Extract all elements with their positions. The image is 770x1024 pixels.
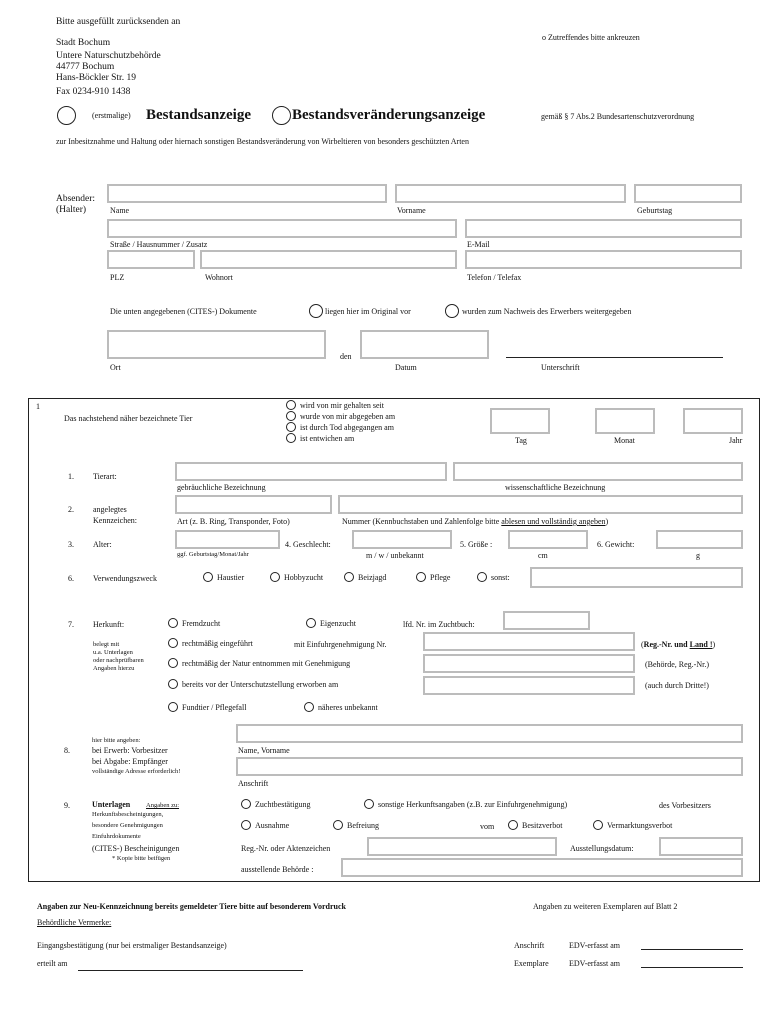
purpose-hobby[interactable]: Hobbyzucht — [270, 572, 323, 582]
age-field[interactable] — [175, 530, 280, 549]
year-field[interactable] — [683, 408, 743, 434]
common-name-label: gebräuchliche Bezeichnung — [177, 483, 266, 492]
acquisition-label: bei Erwerb: Vorbesitzer — [92, 746, 168, 755]
previous-owner-note: des Vorbesitzers — [659, 801, 711, 810]
size-unit: cm — [538, 551, 548, 560]
doc-exception-radio[interactable] — [241, 820, 251, 830]
import-permit-label: mit Einfuhrgenehmigung Nr. — [294, 640, 387, 649]
doc-exception[interactable]: Ausnahme — [241, 820, 289, 830]
row-7-number: 7. — [68, 620, 74, 629]
marking-type-field[interactable] — [175, 495, 332, 514]
docs-original-radio[interactable] — [309, 304, 323, 318]
size-field[interactable] — [508, 530, 588, 549]
docs-option-2: wurden zum Nachweis des Erwerbers weitergegeben — [462, 307, 632, 316]
new-marking-note: Angaben zur Neu-Kennzeichnung bereits gemeldeter Tiere bitte auf besonderem Vordruck — [37, 902, 346, 911]
form-subtitle: zur Inbesitznahme und Haltung oder hiernach sonstigen Bestandsveränderung von Wirbeltieren von besonders geschützten Arten — [56, 137, 469, 146]
purpose-other[interactable]: sonst: — [477, 572, 510, 582]
name-field[interactable] — [107, 184, 387, 203]
initial-prefix: (erstmalige) — [92, 111, 131, 120]
cites-label: (CITES-) Bescheinigungen — [92, 844, 180, 853]
before-date-field[interactable] — [423, 676, 635, 695]
marking-label-1: angelegtes — [93, 505, 127, 514]
age-label: Alter: — [93, 540, 112, 549]
fax-number: Fax 0234-910 1438 — [56, 87, 131, 97]
purpose-care[interactable]: Pflege — [416, 572, 450, 582]
documents-label: Unterlagen — [92, 800, 131, 809]
marking-number-close: ) — [605, 517, 609, 526]
birthday-field[interactable] — [634, 184, 742, 203]
status-escaped-radio[interactable] — [286, 433, 296, 443]
origin-nature[interactable]: rechtmäßig der Natur entnommen mit Genehmigung — [168, 658, 350, 668]
phone-field[interactable] — [465, 250, 742, 269]
doc-exemption-radio[interactable] — [333, 820, 343, 830]
purpose-other-radio[interactable] — [477, 572, 487, 582]
doc-other-origin-radio[interactable] — [364, 799, 374, 809]
status-options — [286, 400, 395, 444]
marking-number-emphasis: ablesen und vollständig angeben — [501, 517, 606, 526]
party-address-label: Anschrift — [238, 779, 269, 788]
reg-land-note: (Reg.-Nr. und Land !) — [641, 640, 716, 649]
status-died-radio[interactable] — [286, 422, 296, 432]
marking-label-2: Kennzeichen: — [93, 516, 137, 525]
status-given[interactable]: wurde von mir abgegeben am — [286, 411, 395, 422]
name-label: Name — [110, 206, 130, 215]
signature-label: Unterschrift — [541, 363, 580, 372]
law-reference: gemäß § 7 Abs.2 Bundesartenschutzverordnung — [541, 112, 695, 121]
month-label: Monat — [614, 436, 635, 445]
size-label: 5. Größe : — [460, 540, 493, 549]
studbook-field[interactable] — [503, 611, 590, 630]
documents-notes: Herkunftsbescheinigungen, besondere Genehmigungen Einfuhrdokumente — [92, 811, 164, 840]
purpose-pet[interactable]: Haustier — [203, 572, 244, 582]
status-given-radio[interactable] — [286, 411, 296, 421]
row-3-number: 3. — [68, 540, 74, 549]
address-required-note: vollständige Adresse erforderlich! — [92, 768, 181, 775]
day-field[interactable] — [490, 408, 550, 434]
row-2-number: 2. — [68, 505, 74, 514]
city-label: Wohnort — [205, 273, 233, 282]
origin-found[interactable]: Fundtier / Pflegefall — [168, 702, 246, 712]
marking-number-text: Nummer (Kennbuchstaben und Zahlenfolge bitte — [342, 517, 502, 526]
receipt-label: Eingangsbestätigung (nur bei erstmaliger Bestandsanzeige) — [37, 941, 227, 950]
docs-option-1: liegen hier im Original vor — [325, 307, 411, 316]
row-6-number: 6. — [68, 574, 74, 583]
edv-label-2: EDV-erfasst am — [569, 959, 621, 968]
doc-other-origin[interactable]: sonstige Herkunftsangaben (z.B. zur Einfuhrgenehmigung) — [364, 799, 567, 809]
issued-date-line[interactable] — [78, 970, 303, 971]
row-8-number: 8. — [64, 746, 70, 755]
address-line-2: Untere Naturschutzbehörde — [56, 51, 161, 61]
status-held[interactable]: wird von mir gehalten seit — [286, 400, 395, 411]
place-field[interactable] — [107, 330, 326, 359]
zip-label: PLZ — [110, 273, 125, 282]
day-label: Tag — [515, 436, 527, 445]
section-number: 1 — [36, 402, 40, 411]
edv-line-2[interactable] — [641, 967, 743, 968]
doc-possession-ban-radio[interactable] — [508, 820, 518, 830]
weight-label: 6. Gewicht: — [597, 540, 635, 549]
origin-label: Herkunft: — [93, 620, 125, 629]
weight-unit: g — [696, 551, 700, 560]
footer-address-label: Anschrift — [514, 941, 545, 950]
change-report-radio[interactable] — [272, 106, 291, 125]
origin-unknown[interactable]: näheres unbekannt — [304, 702, 378, 712]
origin-found-radio[interactable] — [168, 702, 178, 712]
origin-own-breed[interactable]: Eigenzucht — [306, 618, 356, 628]
nature-permit-field[interactable] — [423, 654, 635, 673]
status-held-radio[interactable] — [286, 400, 296, 410]
issue-date-field[interactable] — [659, 837, 743, 856]
edv-label-1: EDV-erfasst am — [569, 941, 621, 950]
origin-before[interactable]: bereits vor der Unterschutzstellung erworben am — [168, 679, 338, 689]
purpose-hobby-radio[interactable] — [270, 572, 280, 582]
year-label: Jahr — [729, 436, 743, 445]
month-field[interactable] — [595, 408, 655, 434]
purpose-pet-radio[interactable] — [203, 572, 213, 582]
title-option-1: Bestandsanzeige — [146, 107, 251, 123]
den-label: den — [340, 352, 352, 361]
street-label: Straße / Hausnummer / Zusatz — [110, 240, 208, 249]
scientific-name-label: wissenschaftliche Bezeichnung — [505, 483, 606, 492]
zip-field[interactable] — [107, 250, 195, 269]
sex-label: 4. Geschlecht: — [285, 540, 331, 549]
party-name-field[interactable] — [236, 724, 743, 743]
holder-label: (Halter) — [56, 205, 87, 215]
return-note: Bitte ausgefüllt zurücksenden an — [56, 17, 181, 27]
email-field[interactable] — [465, 219, 742, 238]
documents-text: Die unten angegebenen (CITES-) Dokumente — [110, 307, 257, 316]
status-escaped[interactable]: ist entwichen am — [286, 433, 395, 444]
doc-possession-ban[interactable]: Besitzverbot — [508, 820, 562, 830]
origin-nature-radio[interactable] — [168, 658, 178, 668]
docs-forwarded-radio[interactable] — [445, 304, 459, 318]
official-notes-label: Behördliche Vermerke: — [37, 918, 112, 927]
sex-field[interactable] — [352, 530, 452, 549]
marking-number-field[interactable] — [338, 495, 743, 514]
row-9-number: 9. — [64, 801, 70, 810]
issue-date-label: Ausstellungsdatum: — [570, 844, 634, 853]
reference-label: Reg.-Nr. oder Aktenzeichen — [241, 844, 331, 853]
party-name-label: Name, Vorname — [238, 746, 290, 755]
marking-number-label — [342, 517, 608, 526]
row-1-number: 1. — [68, 472, 74, 481]
check-note: o Zutreffendes bitte ankreuzen — [542, 33, 640, 42]
studbook-label: lfd. Nr. im Zuchtbuch: — [403, 620, 475, 629]
address-line-1: Stadt Bochum — [56, 38, 111, 48]
origin-before-radio[interactable] — [168, 679, 178, 689]
authority-note: (Behörde, Reg.-Nr.) — [645, 660, 709, 669]
common-name-field[interactable] — [175, 462, 447, 481]
place-label: Ort — [110, 363, 121, 372]
scientific-name-field[interactable] — [453, 462, 743, 481]
signature-line[interactable] — [506, 357, 723, 358]
firstname-field[interactable] — [395, 184, 626, 203]
origin-legal-import[interactable]: rechtmäßig eingeführt — [168, 638, 253, 648]
city-field[interactable] — [200, 250, 457, 269]
origin-note: belegt mit u.a. Unterlagen oder nachprüfbaren Angaben hierzu — [93, 641, 144, 672]
date-field[interactable] — [360, 330, 489, 359]
issued-label: erteilt am — [37, 959, 68, 968]
title-option-2: Bestandsveränderungsanzeige — [292, 107, 486, 123]
issuing-authority-label: ausstellende Behörde : — [241, 865, 314, 874]
documents-hint: Angaben zu: — [146, 802, 180, 809]
sender-label: Absender: — [56, 194, 96, 204]
birthday-label: Geburtstag — [637, 206, 673, 215]
footer-copies-label: Exemplare — [514, 959, 549, 968]
party-address-field[interactable] — [236, 757, 743, 776]
firstname-label: Vorname — [397, 206, 426, 215]
origin-own-breed-radio[interactable] — [306, 618, 316, 628]
origin-legal-import-radio[interactable] — [168, 638, 178, 648]
purpose-other-field[interactable] — [530, 567, 743, 588]
status-died[interactable]: ist durch Tod abgegangen am — [286, 422, 395, 433]
weight-field[interactable] — [656, 530, 743, 549]
purpose-care-radio[interactable] — [416, 572, 426, 582]
third-party-note: (auch durch Dritte!) — [645, 681, 709, 690]
age-hint: ggf. Geburtstag/Monat/Jahr — [177, 551, 249, 558]
date-label: Datum — [395, 363, 417, 372]
doc-breeding[interactable]: Zuchtbestätigung — [241, 799, 311, 809]
phone-label: Telefon / Telefax — [467, 273, 522, 282]
import-permit-field[interactable] — [423, 632, 635, 651]
copy-note: * Kopie bitte beifügen — [112, 855, 171, 862]
species-label: Tierart: — [93, 472, 117, 481]
handover-label: bei Abgabe: Empfänger — [92, 757, 168, 766]
doc-marketing-ban[interactable]: Vermarktungsverbot — [593, 820, 672, 830]
email-label: E-Mail — [467, 240, 490, 249]
purpose-falconry[interactable]: Beizjagd — [344, 572, 386, 582]
marking-type-label: Art (z. B. Ring, Transponder, Foto) — [177, 517, 290, 526]
reference-field[interactable] — [367, 837, 557, 856]
more-specimens-note: Angaben zu weiteren Exemplaren auf Blatt 2 — [533, 902, 678, 911]
animal-text: Das nachstehend näher bezeichnete Tier — [64, 414, 193, 423]
sex-options: m / w / unbekannt — [366, 551, 424, 560]
from-label: vom — [480, 822, 495, 831]
doc-breeding-radio[interactable] — [241, 799, 251, 809]
initial-report-radio[interactable] — [57, 106, 76, 125]
doc-marketing-ban-radio[interactable] — [593, 820, 603, 830]
doc-exemption[interactable]: Befreiung — [333, 820, 379, 830]
street-field[interactable] — [107, 219, 457, 238]
origin-foreign-breed[interactable]: Fremdzucht — [168, 618, 220, 628]
address-line-4: Hans-Böckler Str. 19 — [56, 73, 136, 83]
purpose-label: Verwendungszweck — [93, 574, 157, 583]
edv-line-1[interactable] — [641, 949, 743, 950]
purpose-falconry-radio[interactable] — [344, 572, 354, 582]
origin-foreign-breed-radio[interactable] — [168, 618, 178, 628]
issuing-authority-field[interactable] — [341, 858, 743, 877]
row-8-hint: hier bitte angeben: — [92, 737, 141, 744]
address-line-3: 44777 Bochum — [56, 62, 115, 72]
origin-unknown-radio[interactable] — [304, 702, 314, 712]
